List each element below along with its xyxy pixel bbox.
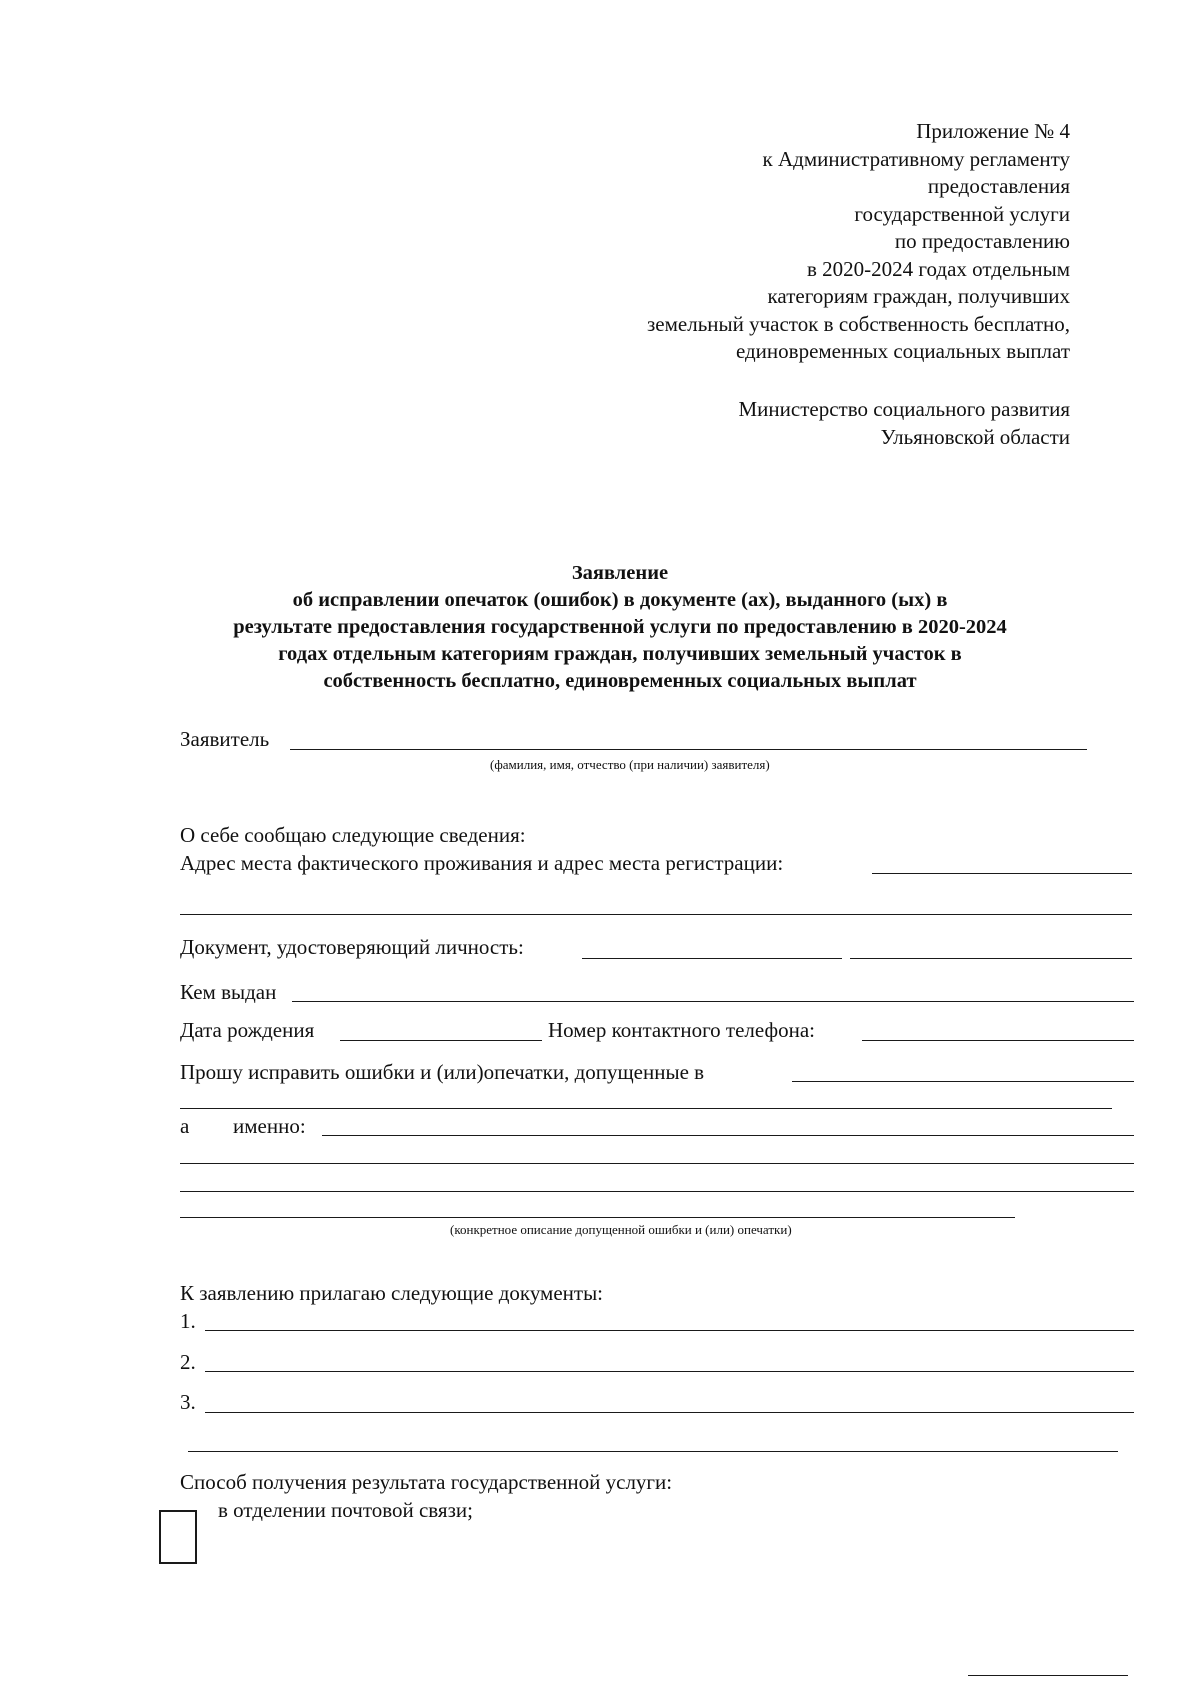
birth-date-field[interactable] (340, 1040, 542, 1041)
title-line: годах отдельным категориям граждан, получивших земельный участок в (278, 643, 962, 665)
title-line: результате предоставления государственной услуги по предоставлению в 2020-2024 (233, 616, 1007, 638)
attachment-number: 3. (180, 1390, 196, 1414)
correction-document-field-continuation[interactable] (180, 1108, 1112, 1109)
attachment-number: 2. (180, 1350, 196, 1374)
attachment-field-3[interactable] (205, 1412, 1134, 1413)
addressee-line: Министерство социального развития (738, 397, 1070, 421)
phone-label: Номер контактного телефона: (548, 1018, 815, 1042)
correction-description-line-4[interactable] (180, 1217, 1015, 1218)
about-intro: О себе сообщаю следующие сведения: (180, 823, 526, 847)
header-line: в 2020-2024 годах отдельным (807, 256, 1070, 281)
header-line: земельный участок в собственность бесплатно, (646, 311, 1070, 336)
attachments-label: К заявлению прилагаю следующие документы: (180, 1281, 604, 1305)
address-field[interactable] (872, 873, 1132, 874)
header-line: по предоставлению (894, 229, 1070, 253)
header-line: к Административному регламенту (762, 146, 1070, 171)
post-office-option-label: в отделении почтовой связи; (218, 1498, 473, 1522)
header-line: государственной услуги (854, 201, 1070, 226)
id-document-label: Документ, удостоверяющий личность: (180, 935, 524, 959)
id-document-series-field[interactable] (582, 958, 842, 959)
document-title (180, 560, 1060, 695)
correction-document-field[interactable] (792, 1081, 1134, 1082)
id-document-number-field[interactable] (850, 958, 1132, 959)
attachment-number: 1. (180, 1309, 196, 1333)
correction-description-field[interactable] (322, 1135, 1134, 1136)
attachment-field-1[interactable] (205, 1330, 1134, 1331)
title-line: Заявление (571, 562, 669, 584)
phone-field[interactable] (862, 1040, 1134, 1041)
issued-by-field[interactable] (292, 1001, 1134, 1002)
post-office-checkbox[interactable] (159, 1510, 197, 1564)
correction-request-label: Прошу исправить ошибки и (или)опечатки, допущенные в (180, 1060, 705, 1084)
correction-caption: (конкретное описание допущенной ошибки и (или) опечатки) (450, 1222, 792, 1237)
header-line: предоставления (927, 174, 1070, 198)
appendix-header (510, 118, 1070, 366)
footer-mark (968, 1675, 1128, 1676)
attachment-field-extra[interactable] (188, 1451, 1118, 1452)
issued-by-label: Кем выдан (180, 980, 277, 1004)
address-field-continuation[interactable] (180, 914, 1132, 915)
header-line: категориям граждан, получивших (767, 284, 1070, 308)
title-line: об исправлении опечаток (ошибок) в документе (ах), выданного (ых) в (292, 589, 948, 611)
title-line: собственность бесплатно, единовременных социальных выплат (323, 670, 917, 692)
receipt-method-label: Способ получения результата государственной услуги: (180, 1470, 673, 1494)
attachment-field-2[interactable] (205, 1371, 1134, 1372)
correction-a: а (180, 1114, 190, 1138)
header-line: единовременных социальных выплат (735, 339, 1070, 363)
birth-date-label: Дата рождения (180, 1018, 315, 1042)
addressee-line: Ульяновской области (880, 424, 1070, 449)
correction-namely-label: именно: (233, 1114, 306, 1138)
correction-description-line-2[interactable] (180, 1163, 1134, 1164)
applicant-label: Заявитель (180, 727, 270, 751)
applicant-field[interactable] (290, 749, 1087, 750)
applicant-caption: (фамилия, имя, отчество (при наличии) заявителя) (490, 757, 770, 772)
addressee-block (510, 396, 1070, 451)
address-label: Адрес места фактического проживания и адрес места регистрации: (180, 851, 784, 875)
correction-description-line-3[interactable] (180, 1191, 1134, 1192)
header-line: Приложение № 4 (916, 119, 1070, 143)
